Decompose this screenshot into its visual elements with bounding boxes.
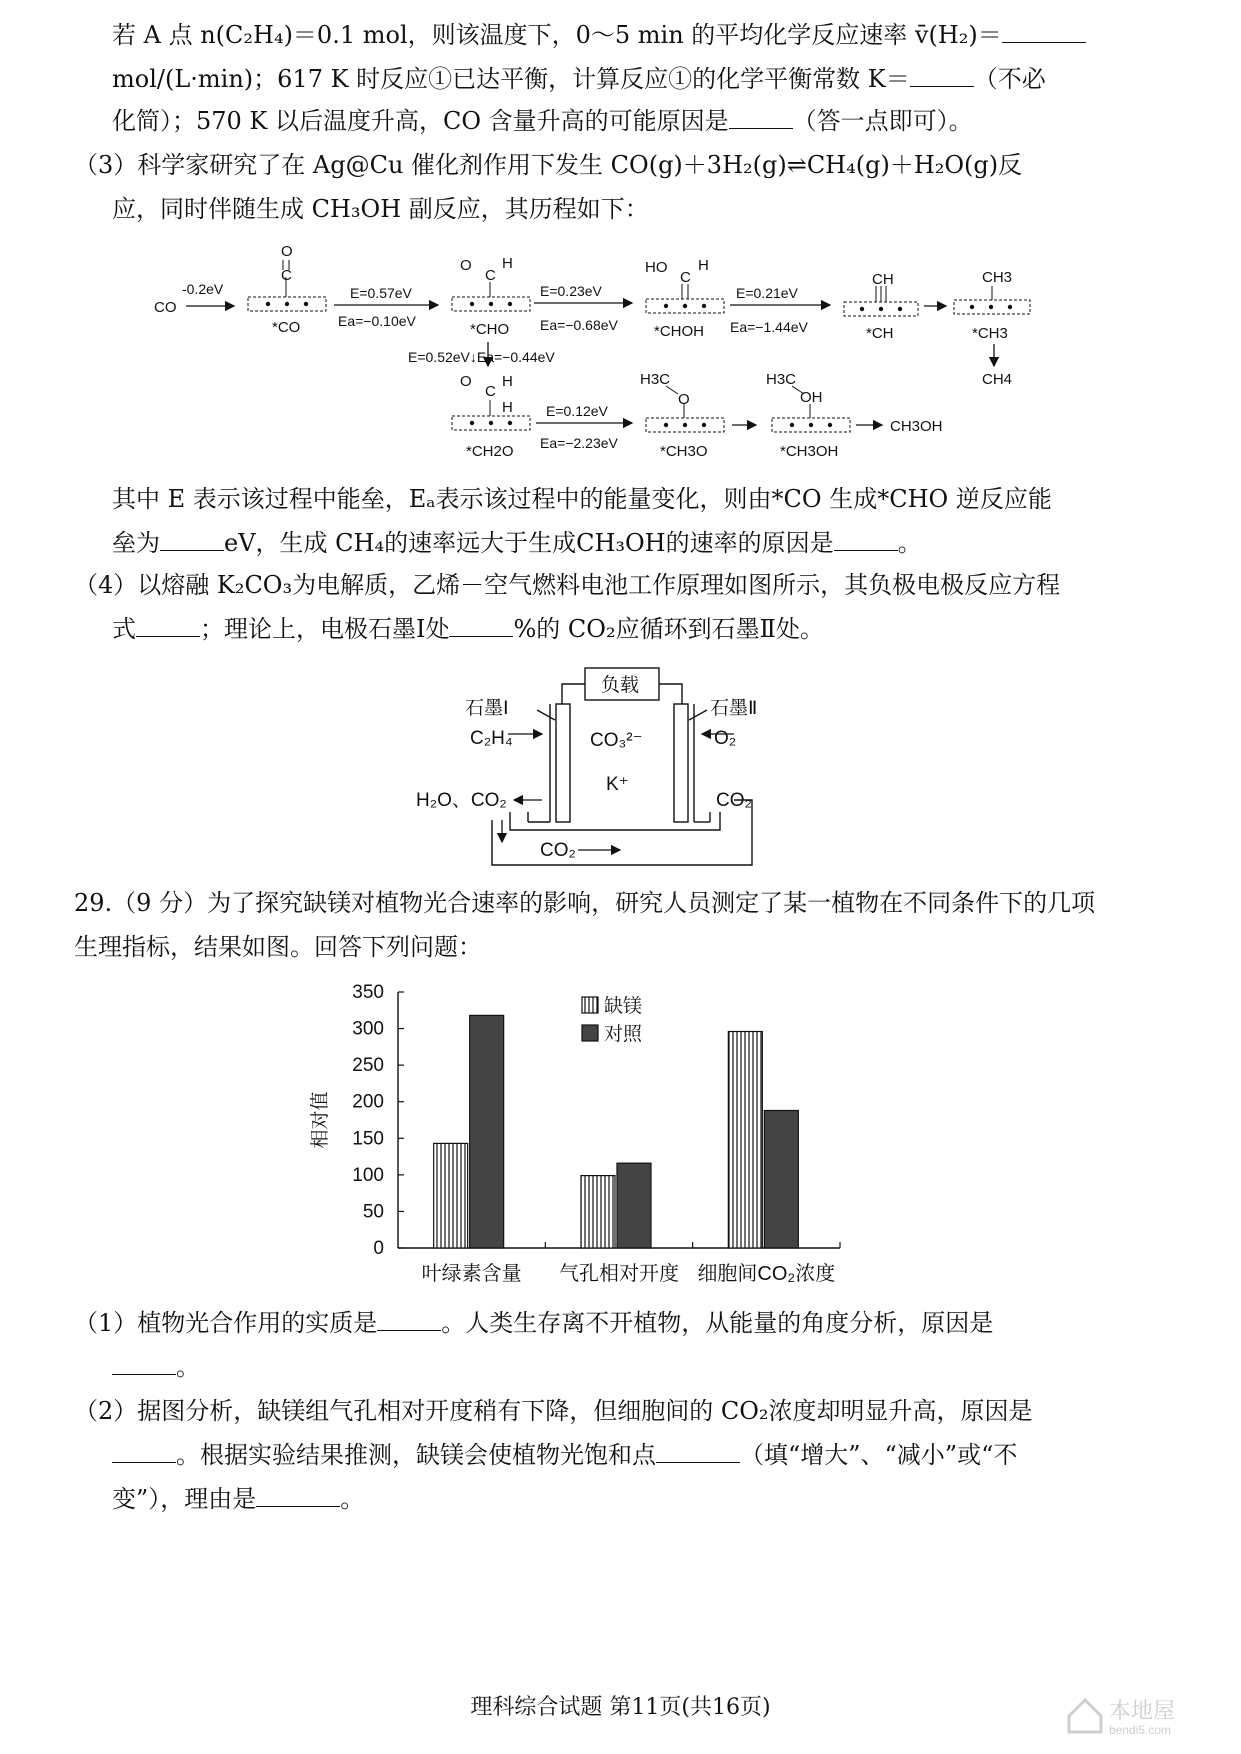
- y-tick-label: 150: [352, 1128, 384, 1150]
- water-co2-label: H₂O、CO₂: [416, 790, 507, 811]
- species-ch3: *CH3: [972, 325, 1008, 342]
- load-label: 负载: [601, 675, 640, 696]
- q28-line-3: 化简）；570 K 以后温度升高，CO 含量升高的可能原因是 （答一点即可）。: [112, 107, 973, 135]
- ethylene-label: C₂H₄: [470, 728, 513, 749]
- q28-line-2: mol/(L·min)；617 K 时反应①已达平衡，计算反应①的化学平衡常数 K＝ （不必: [112, 65, 1046, 93]
- barrier-choh-ch: E=0.21eV: [736, 285, 798, 301]
- barrier-cho-choh: E=0.23eV: [540, 283, 602, 299]
- svg-text:OH: OH: [800, 389, 823, 406]
- page-footer: 理科综合试题 第11页(共16页): [470, 1695, 771, 1720]
- enthalpy-ch2o-ch3o: Ea=−2.23eV: [540, 435, 618, 451]
- svg-text:H: H: [502, 373, 513, 390]
- answer-blank[interactable]: [377, 1308, 441, 1331]
- legend-swatch: [582, 1025, 598, 1041]
- species-cho: *CHO: [470, 321, 510, 338]
- species-co: *CO: [272, 319, 301, 336]
- y-tick-label: 300: [352, 1018, 384, 1040]
- surface-ch3: [954, 269, 1030, 342]
- bar-control: [470, 1015, 504, 1248]
- barrier-ch2o-ch3o: E=0.12eV: [546, 403, 608, 419]
- surface-cho: [452, 255, 530, 338]
- oxygen-label: O₂: [714, 728, 737, 749]
- enthalpy-choh-ch: Ea=−1.44eV: [730, 319, 808, 335]
- answer-blank[interactable]: [160, 528, 224, 551]
- y-tick-label: 50: [362, 1201, 384, 1223]
- answer-blank[interactable]: [729, 106, 793, 129]
- y-tick-label: 250: [352, 1055, 384, 1077]
- answer-blank[interactable]: [112, 1440, 176, 1463]
- x-tick-label: 细胞间CO₂浓度: [697, 1263, 836, 1285]
- svg-text:H3C: H3C: [640, 371, 671, 388]
- answer-blank[interactable]: [449, 614, 513, 637]
- bar-control: [764, 1110, 798, 1248]
- answer-blank[interactable]: [834, 528, 898, 551]
- svg-text:O: O: [460, 257, 472, 274]
- species-choh: *CHOH: [654, 323, 705, 340]
- surface-ch3o: [640, 371, 724, 460]
- y-tick-label: 200: [352, 1091, 384, 1113]
- answer-blank[interactable]: [1002, 20, 1086, 43]
- answer-blank[interactable]: [136, 614, 200, 637]
- q28-part4-line-1: （4）以熔融 K₂CO₃为电解质，乙烯－空气燃料电池工作原理如图所示，其负极电极反应方程: [74, 571, 1061, 599]
- graphite-1-label: 石墨Ⅰ: [465, 698, 509, 719]
- svg-text:O: O: [460, 373, 472, 390]
- branch-cho-ch2o: E=0.52eV↓Ea=−0.44eV: [408, 349, 555, 365]
- magnesium-deficiency-bar-chart: [300, 976, 860, 1298]
- y-tick-label: 100: [352, 1164, 384, 1186]
- svg-text:C: C: [281, 267, 292, 284]
- svg-text:CH3: CH3: [982, 269, 1013, 286]
- q29-part1-line-2: 。: [112, 1350, 200, 1384]
- surface-ch3oh: [766, 371, 850, 460]
- co-label: CO: [154, 299, 177, 316]
- q29-line-1: 29.（9 分）为了探究缺镁对植物光合速率的影响，研究人员测定了某一植物在不同条件下的几项: [74, 889, 1096, 917]
- species-ch3oh: *CH3OH: [780, 443, 839, 460]
- svg-text:H: H: [502, 255, 513, 272]
- svg-text:CH: CH: [872, 271, 894, 288]
- surface-ch2o: [452, 373, 530, 460]
- q28-part3-after-2: 垒为 eV，生成 CH₄的速率远大于生成CH₃OH的速率的原因是 。: [112, 529, 922, 557]
- q29-line-2: 生理指标，结果如图。回答下列问题：: [74, 933, 482, 961]
- svg-text:HO: HO: [645, 259, 668, 276]
- answer-blank[interactable]: [112, 1352, 176, 1375]
- carbonate-label: CO₃²⁻: [590, 730, 643, 751]
- bar-control: [617, 1163, 651, 1248]
- svg-text:bendi5.com: bendi5.com: [1109, 1723, 1172, 1737]
- barrier-co-cho: E=0.57eV: [350, 285, 412, 301]
- surface-choh: [645, 257, 724, 340]
- y-tick-label: 0: [373, 1238, 384, 1259]
- x-tick-label: 气孔相对开度: [559, 1263, 679, 1285]
- svg-text:H: H: [698, 257, 709, 274]
- product-ch3oh: CH3OH: [890, 418, 943, 435]
- co2-bottom-label: CO₂: [540, 840, 576, 861]
- reaction-mechanism-diagram: [140, 236, 1040, 476]
- q29-part2-line-1: （2）据图分析，缺镁组气孔相对开度稍有下降，但细胞间的 CO₂浓度却明显升高，原因是: [74, 1397, 1033, 1425]
- svg-text:H3C: H3C: [766, 371, 797, 388]
- svg-text:C: C: [680, 269, 691, 286]
- enthalpy-co-cho: Ea=−0.10eV: [338, 313, 416, 329]
- species-ch: *CH: [866, 325, 894, 342]
- product-ch4: CH4: [982, 371, 1013, 388]
- q28-part3-line-1: （3）科学家研究了在 Ag@Cu 催化剂作用下发生 CO(g)＋3H₂(g)⇌CH₄(g)＋H₂O(g)反: [74, 151, 1023, 179]
- svg-text:O: O: [678, 391, 690, 408]
- q28-line-1: 若 A 点 n(C₂H₄)＝0.1 mol，则该温度下，0～5 min 的平均化学反应速率 v̄(H₂)＝: [112, 18, 1086, 52]
- enthalpy-cho-choh: Ea=−0.68eV: [540, 317, 618, 333]
- species-ch3o: *CH3O: [660, 443, 708, 460]
- q29-part2-line-2: 。根据实验结果推测，缺镁会使植物光饱和点 （填“增大”、“减小”或“不: [112, 1438, 1017, 1472]
- q29-part1-line-1: （1）植物光合作用的实质是 。人类生存离不开植物，从能量的角度分析，原因是: [74, 1309, 994, 1337]
- surface-ch: [844, 271, 918, 342]
- svg-text:O: O: [281, 243, 293, 260]
- legend-label: 对照: [604, 1024, 643, 1045]
- graphite-electrode-2: [674, 704, 688, 822]
- svg-text:C: C: [485, 383, 496, 400]
- watermark-logo: [1061, 1690, 1211, 1738]
- q28-part3-line-2: 应，同时伴随生成 CH₃OH 副反应，其历程如下：: [112, 195, 649, 223]
- legend-label: 缺镁: [604, 996, 643, 1017]
- energy-co-adsorb: -0.2eV: [182, 281, 224, 297]
- y-tick-label: 350: [352, 982, 384, 1003]
- bar-mg-deficient: [434, 1143, 468, 1248]
- graphite-electrode-1: [556, 704, 570, 822]
- fuel-cell-diagram: [410, 660, 790, 872]
- legend-swatch: [582, 997, 598, 1013]
- svg-text:H: H: [502, 399, 513, 416]
- svg-text:本地屋: 本地屋: [1109, 1699, 1176, 1724]
- answer-blank[interactable]: [256, 1484, 340, 1507]
- q28-part3-after-1: 其中 E 表示该过程中能垒，Eₐ表示该过程中的能量变化，则由*CO 生成*CHO 逆反应能: [112, 485, 1052, 513]
- x-tick-label: 叶绿素含量: [421, 1263, 522, 1285]
- q29-part2-line-3: 变”），理由是 。: [112, 1485, 365, 1513]
- svg-text:C: C: [485, 267, 496, 284]
- answer-blank[interactable]: [910, 64, 974, 87]
- species-ch2o: *CH2O: [466, 443, 514, 460]
- co2-right-label: CO₂: [716, 790, 752, 811]
- answer-blank[interactable]: [656, 1440, 740, 1463]
- y-axis-label: 相对值: [310, 1091, 331, 1149]
- bar-mg-deficient: [581, 1176, 615, 1248]
- q28-part4-line-2: 式 ；理论上，电极石墨Ⅰ处 %的 CO₂应循环到石墨Ⅱ处。: [112, 615, 824, 643]
- surface-co: [248, 243, 326, 336]
- potassium-label: K⁺: [606, 774, 629, 795]
- bar-mg-deficient: [728, 1031, 762, 1248]
- graphite-2-label: 石墨Ⅱ: [710, 698, 758, 719]
